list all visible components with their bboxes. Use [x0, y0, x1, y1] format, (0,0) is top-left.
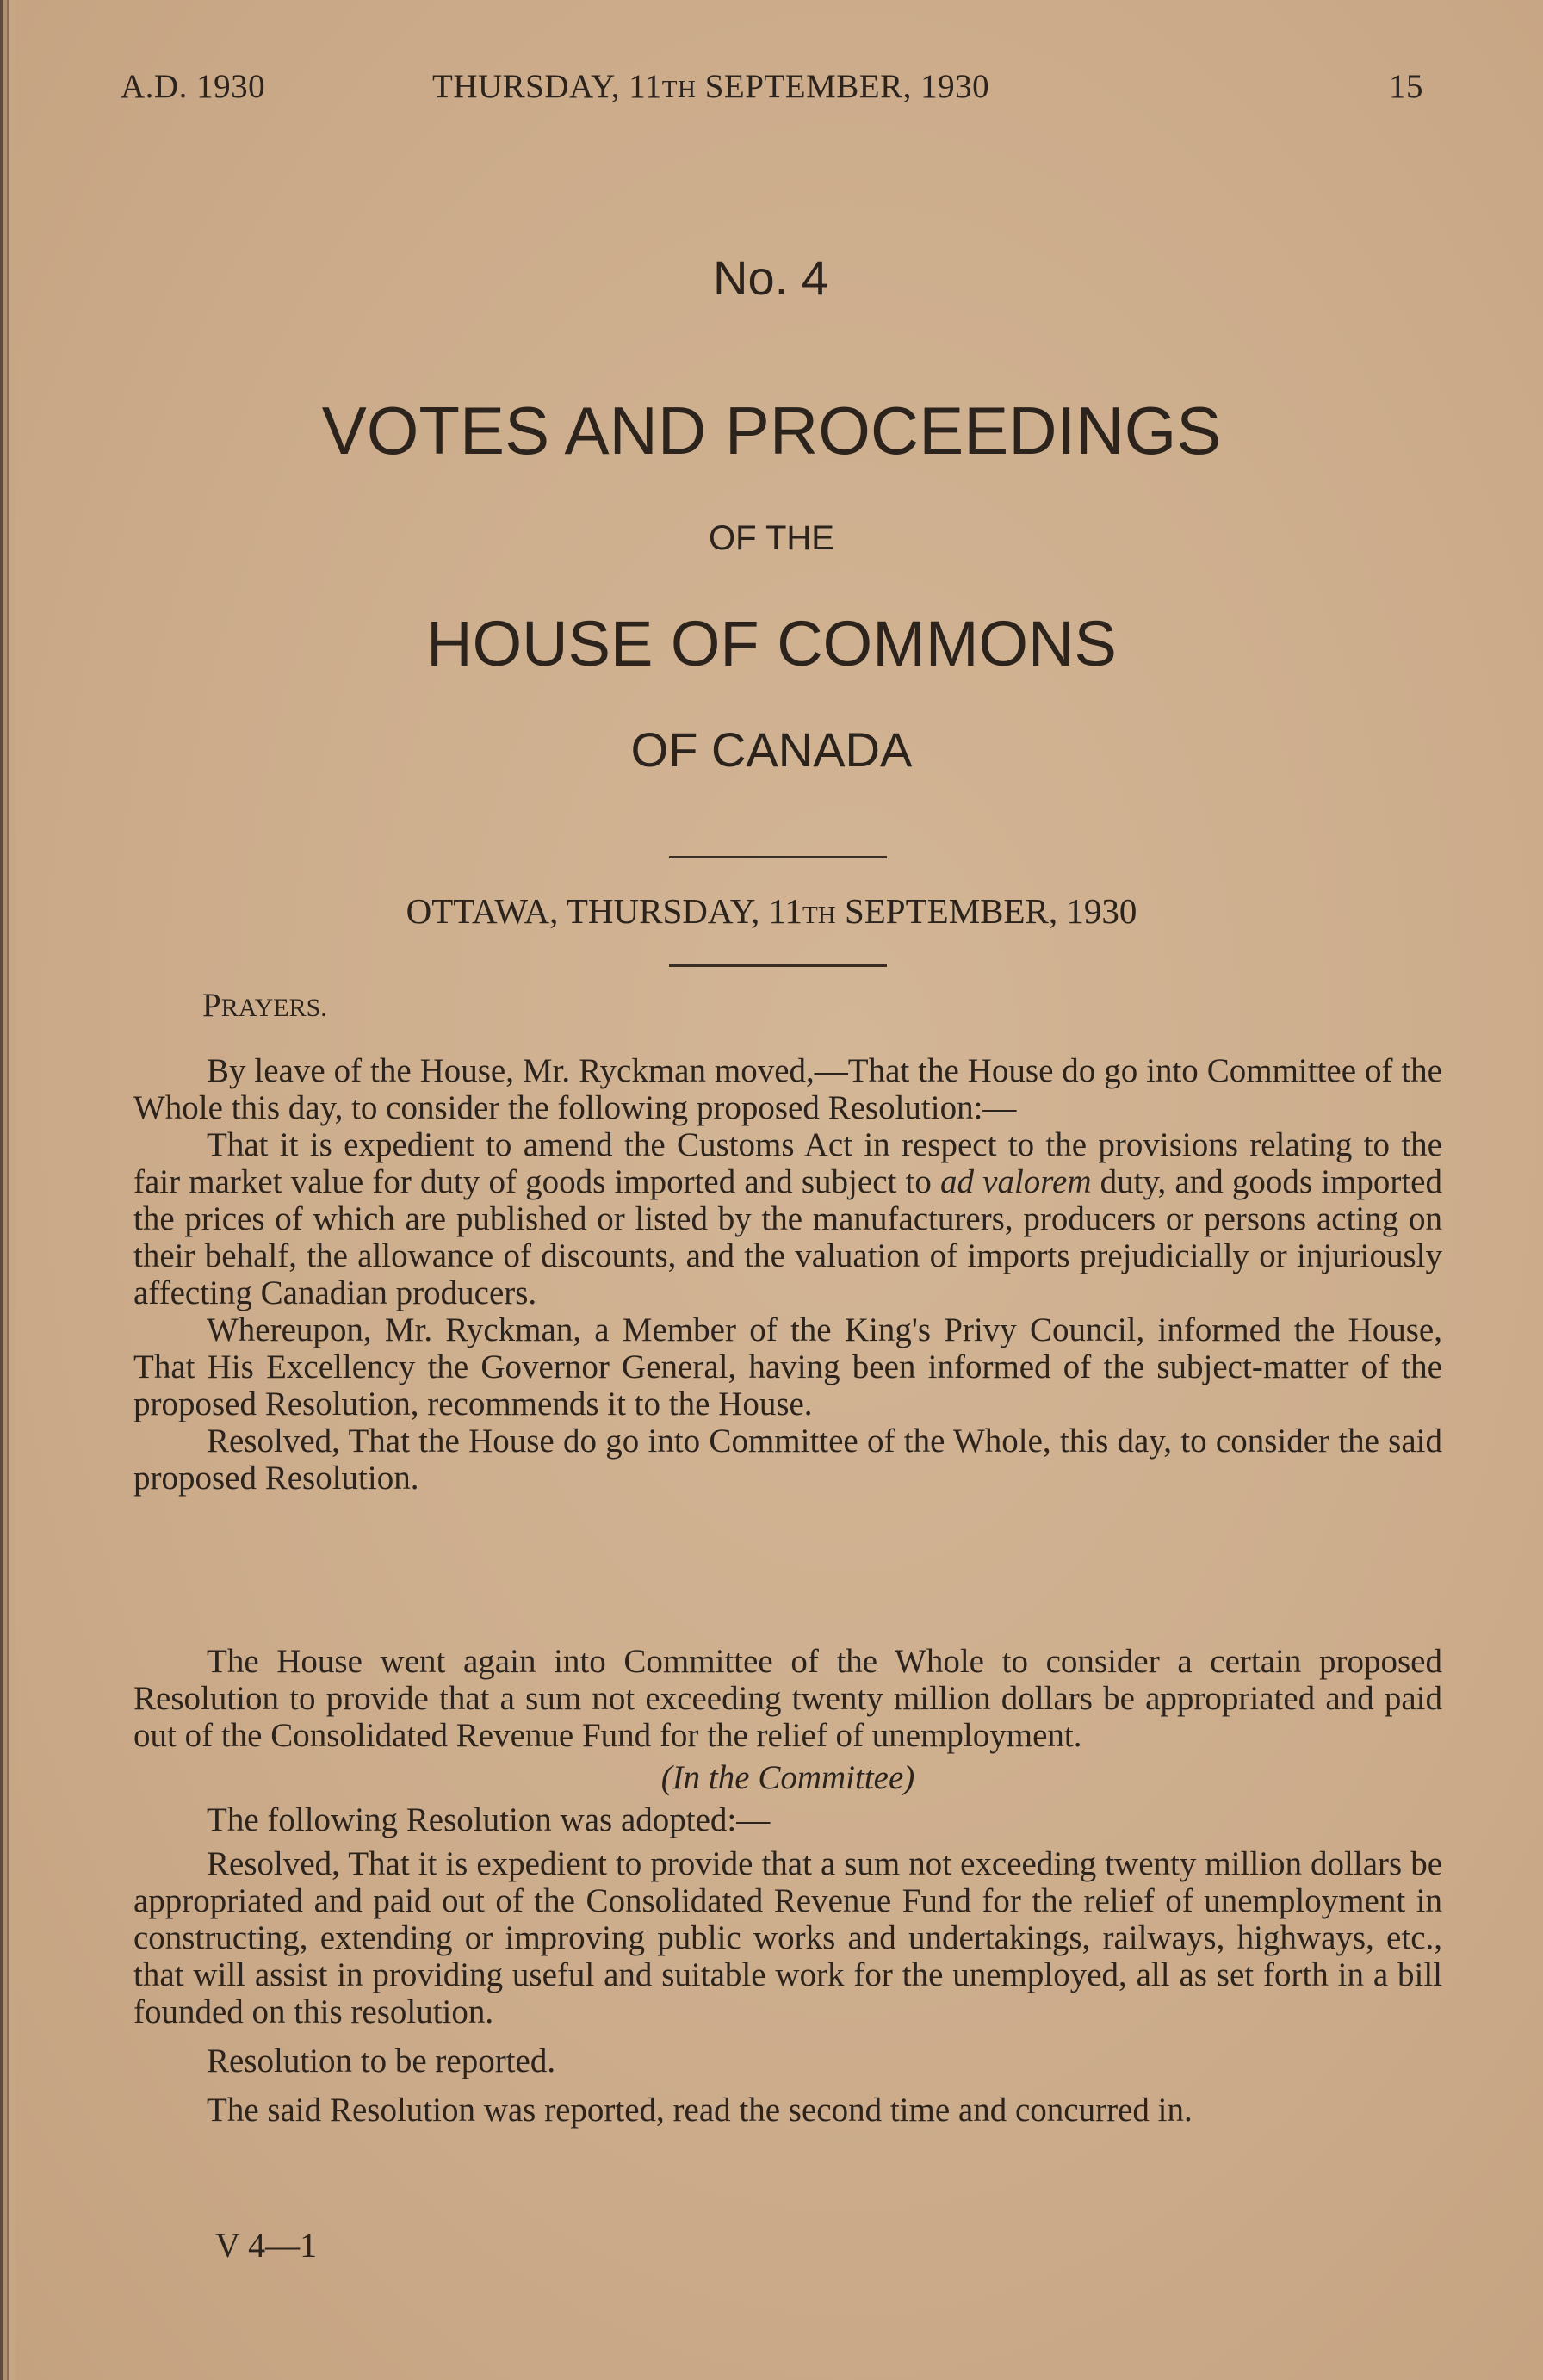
running-head-date-suffix: TH — [661, 76, 697, 103]
canada-heading: OF CANADA — [630, 722, 913, 777]
running-head — [0, 67, 1543, 110]
paragraph-motion: By leave of the House, Mr. Ryckman moved,—That the House do go into Committee of the Whole this day, to consider the following proposed Resolution:— — [133, 1052, 1442, 1126]
paragraph-resolution-text — [133, 1126, 1442, 1311]
section-customs-resolution — [133, 1052, 1442, 1497]
committee-heading: (In the Committee) — [660, 1759, 915, 1796]
running-head-year: A.D. 1930 — [121, 68, 266, 105]
dateline-part: OTTAWA, THURSDAY, 11 — [406, 891, 803, 931]
issue-number: No. 4 — [713, 251, 828, 305]
paragraph-resolution-relief: Resolved, That it is expedient to provide that a sum not exceeding twenty million dollars be appropriated and paid out of the Consolidated Revenue Fund for the relief of unemployment in constructing, extending or improving public works and undertakings, railways, highways, etc., that will assist in providing useful and suitable work for the unemployed, all as set forth in a bill founded on this resolution. — [133, 1845, 1442, 2030]
prayers-rest: RAYERS. — [220, 994, 327, 1022]
paragraph-resolved: Resolved, That the House do go into Committee of the Whole, this day, to consider the said proposed Resolution. — [133, 1422, 1442, 1497]
prayers-initial: P — [202, 987, 221, 1024]
dateline — [0, 890, 1543, 932]
resolution-text-b: duty, and goods imported the prices of which are published or listed by the manufacturers, producers or persons acting on their behalf, the allowance of discounts, and the valuation of imports prejudicially or injuriously affecting Canadian producers. — [133, 1163, 1442, 1311]
paragraph-to-be-reported: Resolution to be reported. — [207, 2042, 556, 2079]
running-head-date-part: THURSDAY, 11 — [432, 68, 662, 105]
page-number: 15 — [1389, 68, 1423, 105]
top-rule — [669, 856, 887, 858]
signature-mark: V 4—1 — [215, 2226, 318, 2265]
bottom-rule — [669, 964, 887, 967]
prayers-heading — [202, 986, 327, 1025]
section-unemployment-relief — [133, 1643, 1442, 2129]
paragraph-adopted: The following Resolution was adopted:— — [207, 1801, 771, 1838]
paragraph-concurred: The said Resolution was reported, read the second time and concurred in. — [207, 2092, 1193, 2129]
document-title: VOTES AND PROCEEDINGS — [321, 393, 1222, 468]
paragraph-committee-intro: The House went again into Committee of the Whole to consider a certain proposed Resolution to provide that a sum not exceeding twenty million dollars be appropriated and paid out of the Consolidated Revenue Fund for the relief of unemployment. — [133, 1643, 1442, 1754]
house-heading: HOUSE OF COMMONS — [426, 608, 1117, 679]
running-head-date-rest: SEPTEMBER, 1930 — [696, 68, 990, 105]
paragraph-recommendation: Whereupon, Mr. Ryckman, a Member of the King's Privy Council, informed the House, That His Excellency the Governor General, having been informed of the subject-matter of the proposed Resolution, recommends it to the House. — [133, 1311, 1442, 1422]
running-head-date — [432, 67, 989, 106]
resolution-text-italic: ad valorem — [940, 1163, 1092, 1200]
dateline-rest: SEPTEMBER, 1930 — [835, 891, 1137, 931]
binding-edge — [0, 0, 15, 2380]
resolution-text-a: That it is expedient to amend the Customs Act in respect to the provisions relating to the fair market value for duty of goods imported and subject to — [133, 1126, 1442, 1200]
title-of-the: OF THE — [709, 519, 834, 557]
dateline-suffix: TH — [802, 902, 836, 929]
